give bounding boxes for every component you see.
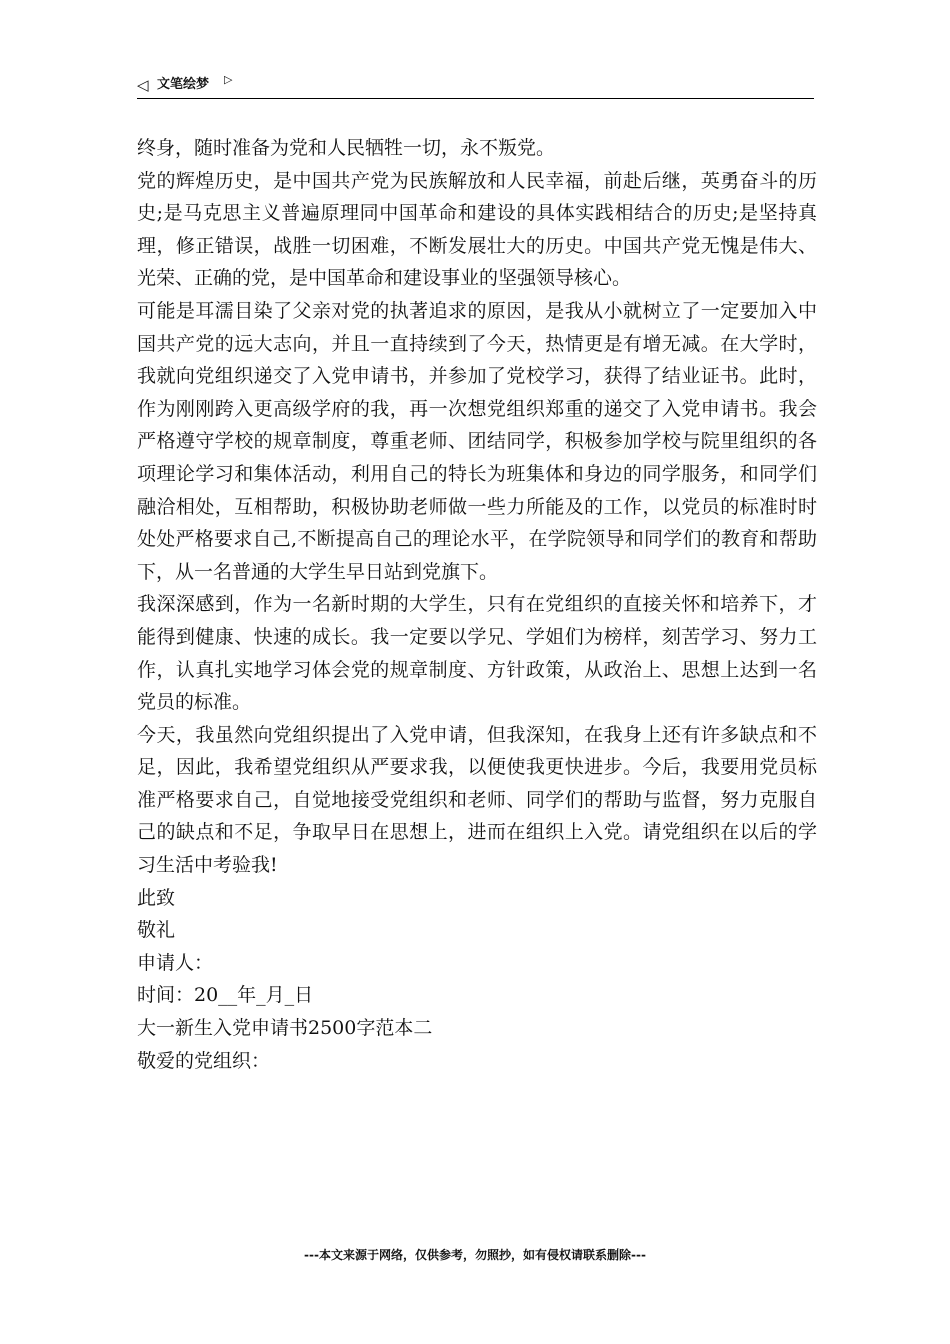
document-body bbox=[137, 132, 817, 1077]
closing-regards: 敬礼 bbox=[137, 919, 176, 942]
page-footer: ---本文来源于网络，仅供参考，勿照抄，如有侵权请联系删除--- bbox=[304, 1248, 646, 1262]
page-header bbox=[137, 72, 814, 99]
closing-salutation: 此致 bbox=[137, 886, 176, 909]
triangle-left-icon: ◁ bbox=[137, 76, 149, 94]
date-line: 时间：20__年_月_日 bbox=[137, 984, 314, 1007]
paragraph-party-history: 党的辉煌历史，是中国共产党为民族解放和人民幸福，前赴后继，英勇奋斗的历史;是马克思主义普遍原理同中国革命和建设的具体实践相结合的历史;是坚持真理，修正错误，战胜一切困难，不断发展壮大的历史。中国共产党无愧是伟大、光荣、正确的党，是中国革命和建设事业的坚强领导核心。 bbox=[137, 169, 817, 290]
triangle-right-icon: ▷ bbox=[224, 73, 233, 86]
paragraph-growth: 我深深感到，作为一名新时期的大学生，只有在党组织的直接关怀和培养下，才能得到健康、快速的成长。我一定要以学兄、学姐们为榜样，刻苦学习、努力工作，认真扎实地学习体会党的规章制度、方针政策，从政治上、思想上达到一名党员的标准。 bbox=[137, 593, 817, 714]
section-title: 大一新生入党申请书2500字范本二 bbox=[137, 1017, 433, 1040]
paragraph-commitment: 今天，我虽然向党组织提出了入党申请，但我深知，在我身上还有许多缺点和不足，因此，我希望党组织从严要求我，以便使我更快进步。今后，我要用党员标准严格要求自己，自觉地接受党组织和老师、同学们的帮助与监督，努力克服自己的缺点和不足，争取早日在思想上，进而在组织上入党。请党组织在以后的学习生活中考验我! bbox=[137, 723, 817, 877]
greeting-line: 敬爱的党组织： bbox=[137, 1049, 271, 1072]
applicant-line: 申请人： bbox=[137, 951, 214, 974]
paragraph-personal-aspiration: 可能是耳濡目染了父亲对党的执著追求的原因，是我从小就树立了一定要加入中国共产党的远大志向，并且一直持续到了今天，热情更是有增无减。在大学时，我就向党组织递交了入党申请书，并参加了党校学习，获得了结业证书。此时，作为刚刚跨入更高级学府的我，再一次想党组织郑重的递交了入党申请书。我会严格遵守学校的规章制度，尊重老师、团结同学，积极参加学校与院里组织的各项理论学习和集体活动，利用自己的特长为班集体和身边的同学服务，和同学们融洽相处，互相帮助，积极协助老师做一些力所能及的工作，以党员的标准时时处处严格要求自己,不断提高自己的理论水平，在学院领导和同学们的教育和帮助下，从一名普通的大学生早日站到党旗下。 bbox=[137, 299, 817, 583]
header-brand: 文笔绘梦 bbox=[157, 77, 210, 92]
paragraph-oath-end: 终身，随时准备为党和人民牺牲一切，永不叛党。 bbox=[137, 137, 556, 159]
